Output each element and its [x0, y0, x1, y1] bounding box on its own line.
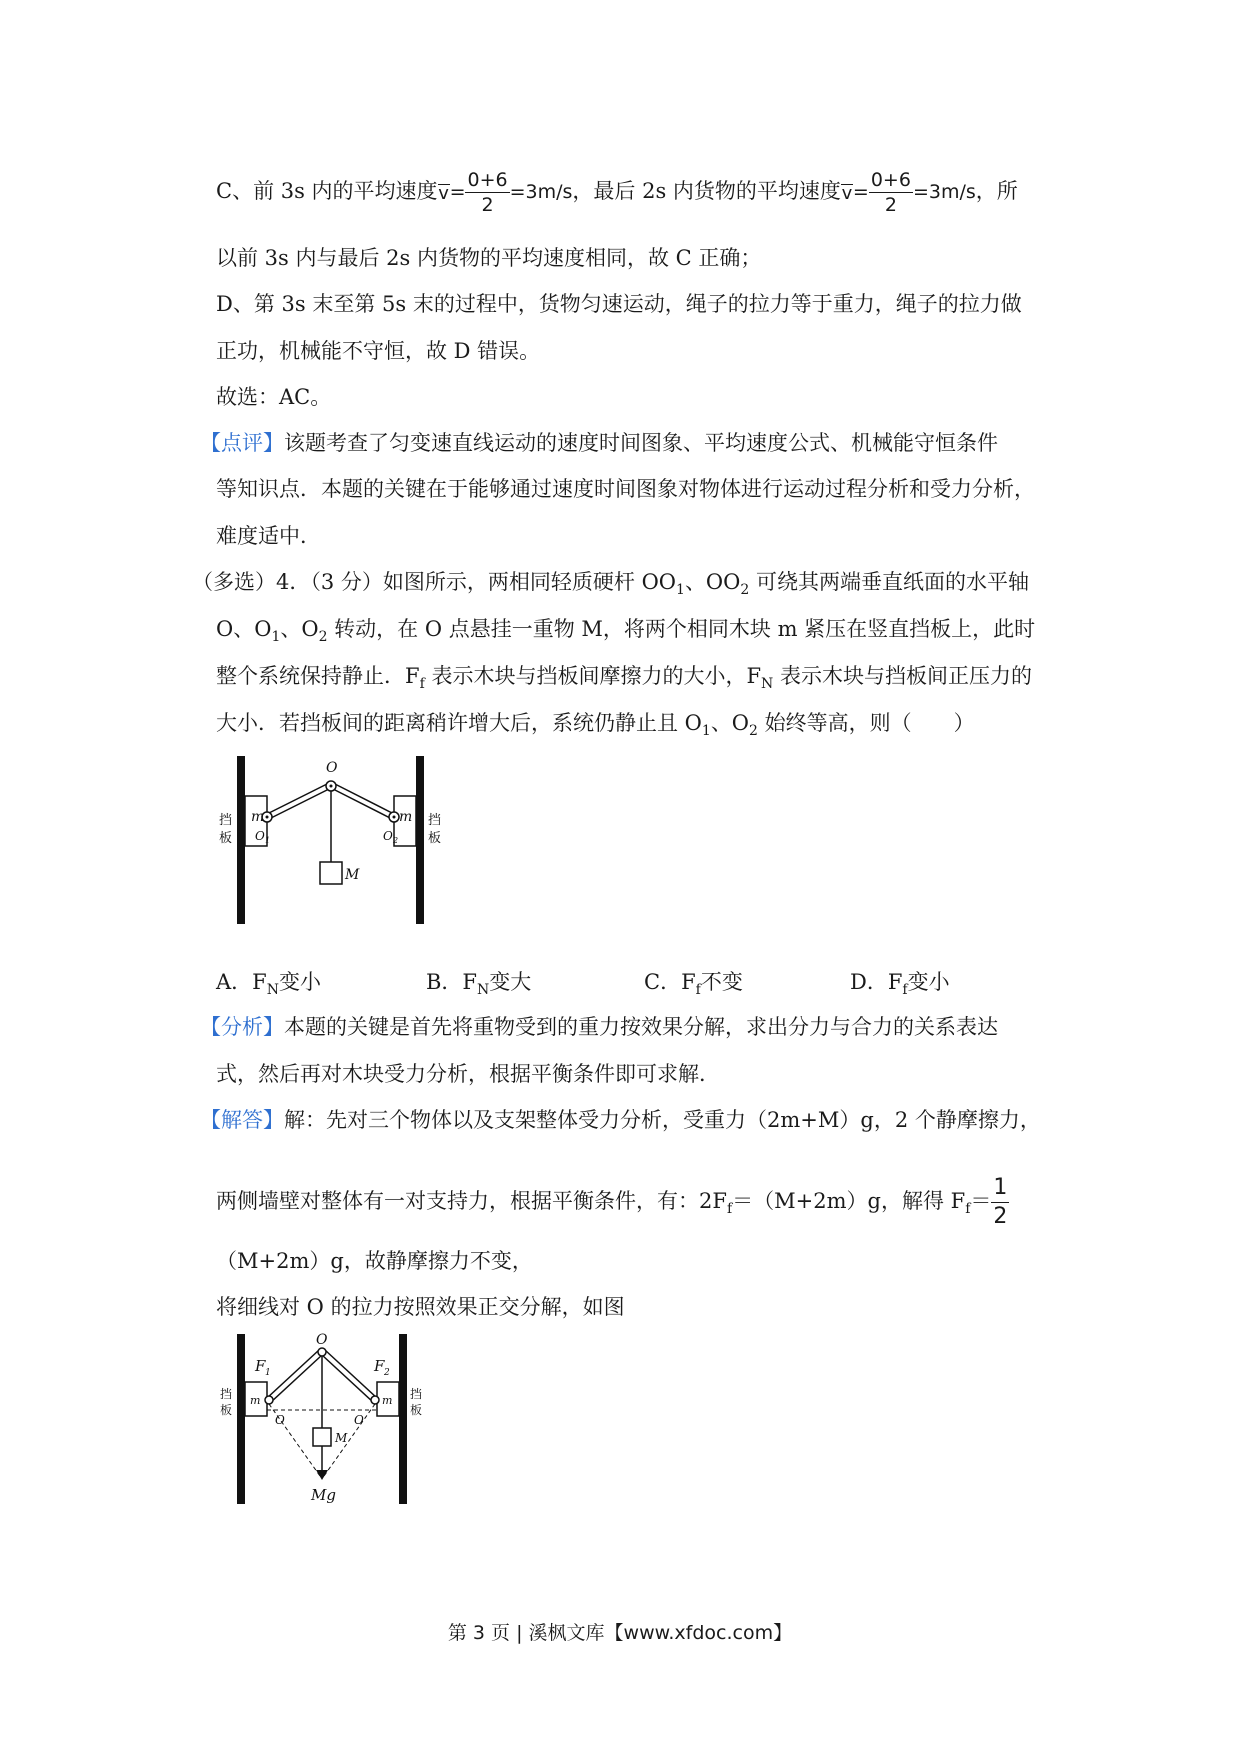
- solution-tag: 【解答】: [200, 1108, 284, 1132]
- page-footer: 第 3 页 | 溪枫文库【www.xfdoc.com】: [447, 1622, 793, 1644]
- text: O、O: [216, 617, 272, 641]
- result: =3m/s: [509, 181, 573, 203]
- fraction: [869, 168, 913, 217]
- label-o: O: [316, 1332, 328, 1348]
- solution-line-2: [216, 1174, 1009, 1231]
- pivot-o: [318, 1348, 326, 1356]
- label-o2: O: [354, 1413, 364, 1427]
- baffle-label-left-2: 板: [220, 1403, 233, 1417]
- question-4-line-3: [216, 661, 1032, 691]
- text: 表示木块与挡板间摩擦力的大小，F: [424, 664, 762, 688]
- figure-1-rods-diagram: [215, 752, 455, 932]
- weight-m: [320, 862, 342, 884]
- option-c: [644, 967, 743, 997]
- sub: 1: [271, 629, 281, 645]
- question-4-line-1: [192, 567, 1029, 597]
- baffle-label-right-2: 板: [428, 831, 442, 846]
- v-symbol: v: [841, 183, 853, 204]
- option-c-line-2: 以前 3s 内与最后 2s 内货物的平均速度相同，故 C 正确；: [216, 246, 762, 270]
- text: ，最后 2s 内货物的平均速度: [572, 179, 841, 203]
- label-o2: O: [383, 829, 393, 843]
- text: 始终等高，则（ ）: [757, 711, 975, 735]
- label-o1: O: [255, 829, 265, 843]
- sub: f: [965, 1201, 971, 1217]
- answer-line: 故选：AC。: [216, 385, 332, 409]
- text: 、OO: [684, 570, 741, 594]
- option-c-line-1: C、前 3s 内的平均速度 v= $\frac{0+6}{2}$ =3m/s，最后 2s 内货物的平均速度 v= $\frac{0+6}{2}$ =3m/s，所: [216, 169, 1018, 216]
- label-f1-sub: 1: [265, 1368, 271, 1378]
- baffle-label-right-2: 板: [410, 1403, 423, 1417]
- label-o2-sub: 2: [393, 836, 399, 845]
- text: 、O: [710, 711, 750, 735]
- weight-m: [313, 1428, 331, 1446]
- label-mg: Mg: [311, 1486, 336, 1504]
- label-o1-sub: 1: [265, 836, 271, 845]
- solution-line-3: （M+2m）g，故静摩擦力不变，: [216, 1249, 533, 1273]
- option-d: [850, 967, 950, 997]
- sub: f: [695, 982, 701, 998]
- sub: f: [902, 982, 908, 998]
- sub: 2: [749, 723, 758, 739]
- comment-tag: 【点评】: [200, 431, 284, 455]
- text: ＝（M+2m）g，解得 F: [732, 1189, 966, 1213]
- half-fraction: [991, 1174, 1009, 1231]
- sub: 2: [318, 629, 328, 645]
- option-c-label: C．F: [644, 970, 696, 994]
- baffle-label-left-1: 挡: [220, 1387, 233, 1401]
- comment-line-2: 等知识点．本题的关键在于能够通过速度时间图象对物体进行运动过程分析和受力分析，: [216, 477, 1035, 501]
- option-d-text: 变小: [907, 970, 950, 994]
- option-d-label: D．F: [850, 970, 903, 994]
- option-c-text: 不变: [700, 970, 743, 994]
- option-b: [426, 967, 531, 997]
- label-big-m: M: [345, 867, 360, 883]
- solution-line-4: 将细线对 O 的拉力按照效果正交分解，如图: [216, 1295, 625, 1319]
- option-a-label: A．F: [216, 970, 267, 994]
- label-m-left: m: [250, 1394, 261, 1407]
- text: C、前 3s 内的平均速度: [216, 179, 438, 203]
- fraction: [465, 168, 509, 217]
- text: 两侧墙壁对整体有一对支持力，根据平衡条件，有：2F: [216, 1189, 727, 1213]
- sub: N: [477, 982, 490, 998]
- option-d-line-1: D、第 3s 末至第 5s 末的过程中，货物匀速运动，绳子的拉力等于重力，绳子的拉力做: [216, 292, 1022, 316]
- analysis-tag: 【分析】: [200, 1015, 284, 1039]
- denominator: 2: [481, 194, 494, 216]
- text: 解：先对三个物体以及支架整体受力分析，受重力（2m+M）g，2 个静摩擦力，: [284, 1108, 1041, 1132]
- sub: N: [266, 982, 279, 998]
- numerator: 1: [991, 1174, 1009, 1203]
- solution-line-1: [200, 1105, 1041, 1135]
- right-baffle: [399, 1334, 407, 1504]
- option-b-label: B．F: [426, 970, 478, 994]
- label-o: O: [326, 760, 338, 776]
- left-baffle: [237, 756, 245, 924]
- baffle-label-left-2: 板: [219, 831, 233, 846]
- text: 可绕其两端垂直纸面的水平轴: [749, 570, 1029, 594]
- text: 、O: [280, 617, 319, 641]
- label-m-left: m: [251, 809, 265, 825]
- denominator: 2: [884, 194, 897, 216]
- option-a: [216, 967, 321, 997]
- sub: 2: [740, 582, 750, 598]
- v-symbol: v: [438, 183, 449, 204]
- avg-velocity-symbol: [841, 183, 853, 204]
- text: 整个系统保持静止．F: [216, 664, 420, 688]
- text: 大小．若挡板间的距离稍许增大后，系统仍静止且 O: [216, 711, 702, 735]
- analysis-line-1: [200, 1012, 998, 1042]
- sub: f: [726, 1201, 733, 1217]
- text: （多选）4．（3 分）如图所示，两相同轻质硬杆 OO: [192, 570, 677, 594]
- text: 本题的关键是首先将重物受到的重力按效果分解，求出分力与合力的关系表达: [284, 1015, 998, 1039]
- avg-velocity-symbol: [438, 183, 450, 204]
- text: ，所: [975, 179, 1018, 203]
- numerator: 0+6: [870, 169, 911, 191]
- numerator: 0+6: [467, 169, 508, 191]
- comment-line-1: [200, 428, 998, 458]
- sub: 1: [676, 582, 685, 598]
- result: =3m/s: [912, 181, 976, 203]
- denominator: 2: [993, 1204, 1008, 1229]
- text: 表示木块与挡板间正压力的: [773, 664, 1032, 688]
- sub: 1: [701, 723, 711, 739]
- option-d-line-2: 正功，机械能不守恒，故 D 错误。: [216, 339, 541, 363]
- figure-2-force-decomposition: [215, 1330, 435, 1510]
- label-f2-sub: 2: [384, 1368, 390, 1378]
- baffle-label-right-1: 挡: [410, 1387, 423, 1401]
- label-m-right: m: [382, 1394, 393, 1407]
- label-big-m: M: [335, 1431, 348, 1445]
- baffle-label-right-1: 挡: [428, 813, 442, 828]
- right-baffle: [416, 756, 424, 924]
- left-baffle: [237, 1334, 245, 1504]
- option-b-text: 变大: [489, 970, 532, 994]
- sub: N: [761, 676, 774, 692]
- label-f2: F: [374, 1357, 385, 1375]
- baffle-label-left-1: 挡: [219, 813, 233, 828]
- label-f1: F: [255, 1357, 266, 1375]
- question-4-line-4: [216, 708, 975, 738]
- question-4-line-2: [216, 614, 1035, 644]
- text: 转动，在 O 点悬挂一重物 M，将两个相同木块 m 紧压在竖直挡板上，此时: [327, 617, 1036, 641]
- text: 该题考查了匀变速直线运动的速度时间图象、平均速度公式、机械能守恒条件: [284, 431, 998, 455]
- comment-line-3: 难度适中．: [216, 524, 321, 548]
- sub: f: [419, 676, 425, 692]
- label-o1: O: [275, 1413, 285, 1427]
- analysis-line-2: 式，然后再对木块受力分析，根据平衡条件即可求解．: [216, 1062, 720, 1086]
- option-a-text: 变小: [279, 970, 321, 994]
- text: ＝: [970, 1189, 992, 1213]
- label-m-right: m: [399, 809, 413, 825]
